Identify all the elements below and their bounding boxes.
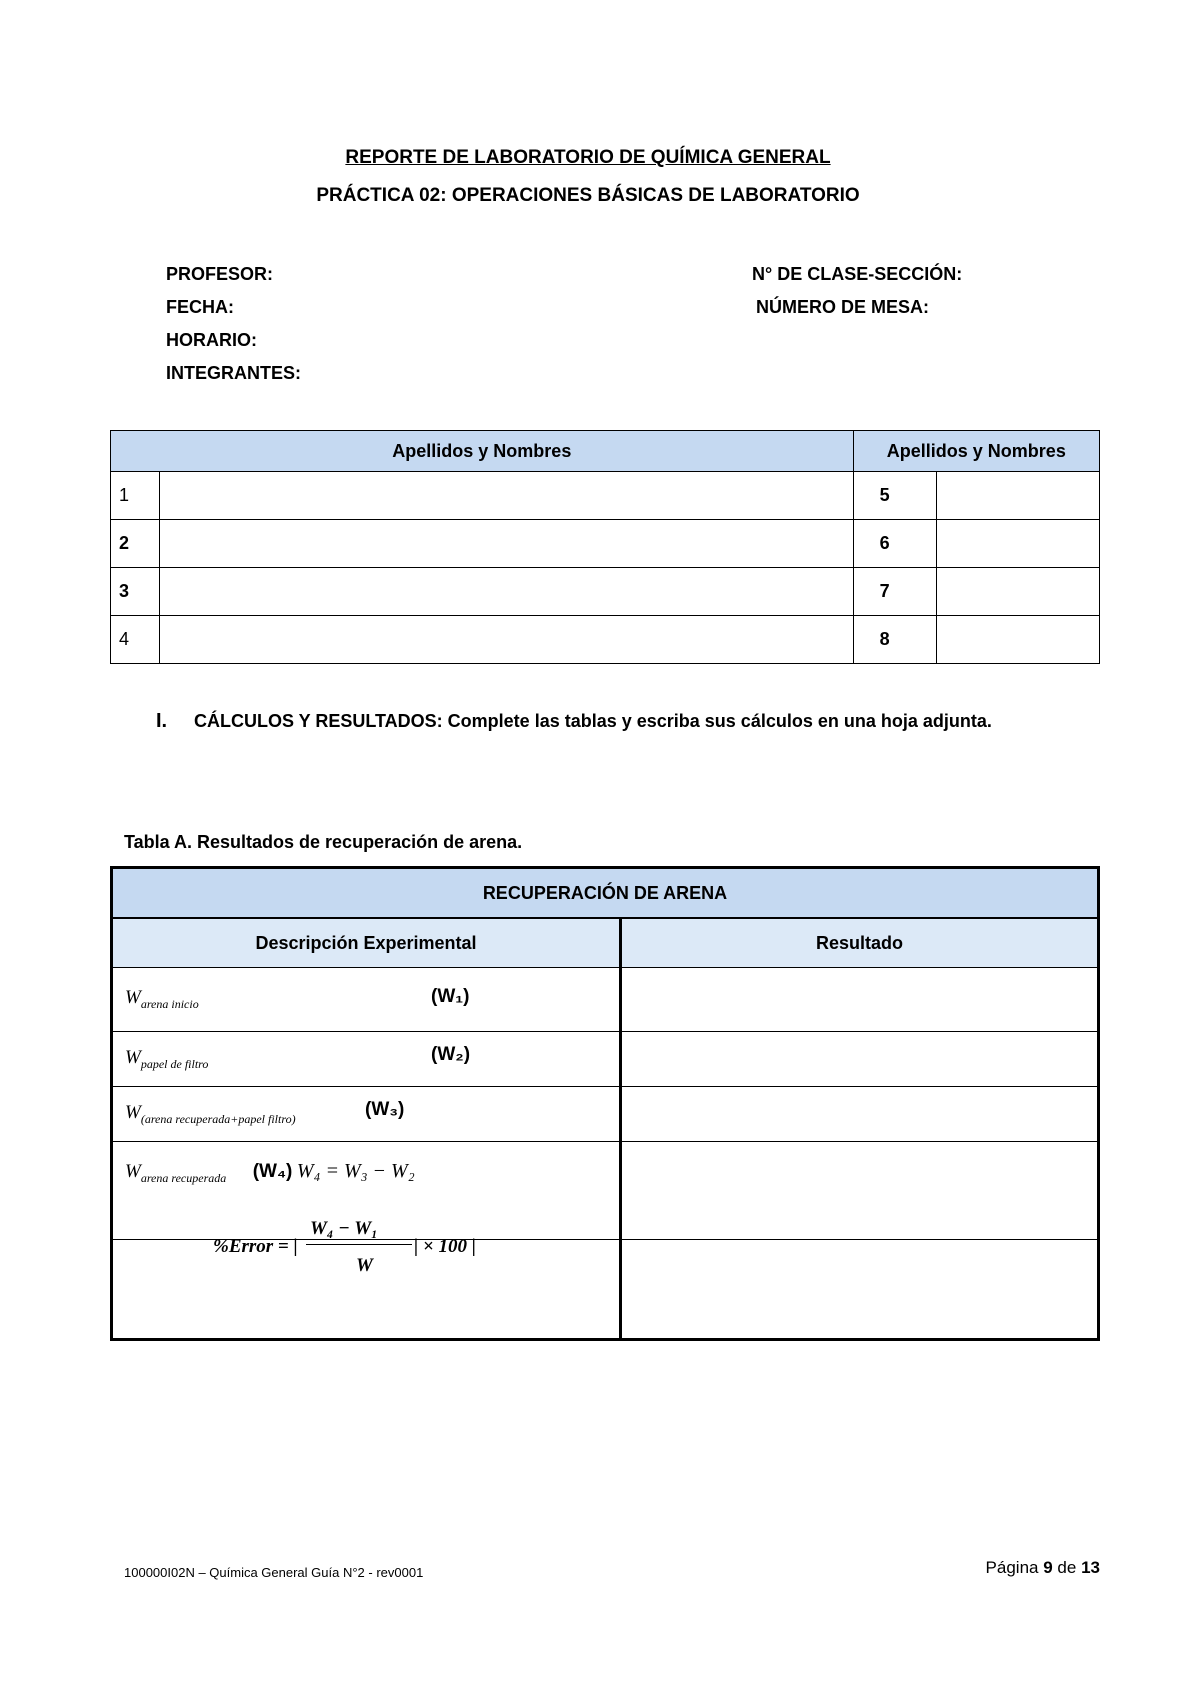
table-row: [112, 968, 1099, 1032]
member-number: 1: [111, 472, 160, 520]
weight-tag: (W₂): [431, 1044, 471, 1065]
member-name-cell[interactable]: [936, 616, 1099, 664]
error-numerator: W₄ − W₁: [310, 1218, 378, 1239]
numero-mesa-label: NÚMERO DE MESA:: [756, 297, 930, 317]
member-number: 7: [853, 568, 936, 616]
arena-table: [110, 866, 1100, 1341]
integrantes-label: INTEGRANTES:: [166, 363, 301, 383]
members-header-right: Apellidos y Nombres: [853, 431, 1099, 472]
member-number: 3: [111, 568, 160, 616]
result-cell[interactable]: [621, 1032, 1099, 1087]
footer-doc-code: 100000I02N – Química General Guía N°2 - rev0001: [124, 1565, 424, 1580]
table-row: [112, 1032, 1099, 1087]
error-multiplier: | × 100 |: [414, 1236, 476, 1257]
member-name-cell[interactable]: [160, 520, 854, 568]
member-name-cell[interactable]: [160, 568, 854, 616]
table-row: [111, 520, 1100, 568]
footer-page-number: Página 9 de 13: [985, 1558, 1100, 1577]
weight-symbol: $W_{papel de filtro}$: [125, 1046, 209, 1071]
result-cell[interactable]: [621, 968, 1099, 1032]
members-table: [110, 430, 1100, 664]
description-cell: [112, 1087, 621, 1142]
weight-symbol: $W_{arena inicio}$: [125, 987, 199, 1011]
member-number: 8: [853, 616, 936, 664]
arena-table-header: RECUPERACIÓN DE ARENA: [112, 868, 1099, 919]
weight-symbol: $W_{(arena recuperada+papel filtro)}$: [125, 1101, 296, 1126]
table-caption: Tabla A. Resultados de recuperación de arena.: [124, 832, 523, 852]
table-row: [111, 568, 1100, 616]
clase-seccion-label: N° DE CLASE-SECCIÓN:: [752, 264, 963, 284]
weight-symbol: $W_{arena recuperada}$: [125, 1161, 227, 1185]
col-result-header: Resultado: [621, 918, 1099, 968]
member-name-cell[interactable]: [936, 520, 1099, 568]
member-name-cell[interactable]: [936, 568, 1099, 616]
fraction-bar: [306, 1244, 412, 1245]
member-number: 5: [853, 472, 936, 520]
weight-tag: (W₁): [431, 986, 470, 1007]
member-number: 2: [111, 520, 160, 568]
result-cell[interactable]: [621, 1087, 1099, 1142]
table-row: [112, 1087, 1099, 1142]
member-name-cell[interactable]: [936, 472, 1099, 520]
document-title: REPORTE DE LABORATORIO DE QUÍMICA GENERAL: [345, 147, 831, 168]
members-header-left: Apellidos y Nombres: [111, 431, 854, 472]
result-cell[interactable]: [621, 1240, 1099, 1340]
result-cell[interactable]: [621, 1142, 1099, 1240]
subtraction-formula: W₄ = W₃ − W₂: [296, 1160, 415, 1182]
weight-tag: (W₄): [252, 1161, 293, 1182]
section-number: I.: [156, 710, 168, 732]
member-number: 4: [111, 616, 160, 664]
error-formula-label: %Error = |: [213, 1236, 298, 1257]
col-description-header: Descripción Experimental: [112, 918, 621, 968]
error-denominator: W: [356, 1255, 373, 1276]
table-row: [111, 616, 1100, 664]
description-cell: [112, 1032, 621, 1087]
document-subtitle: PRÁCTICA 02: OPERACIONES BÁSICAS DE LABORATORIO: [316, 185, 860, 206]
section-text: CÁLCULOS Y RESULTADOS: Complete las tablas y escriba sus cálculos en una hoja adjunta.: [194, 711, 992, 731]
description-cell: [112, 968, 621, 1032]
member-name-cell[interactable]: [160, 472, 854, 520]
member-number: 6: [853, 520, 936, 568]
member-name-cell[interactable]: [160, 616, 854, 664]
horario-label: HORARIO:: [166, 330, 257, 350]
section-heading: [156, 710, 992, 733]
table-row: [111, 472, 1100, 520]
profesor-label: PROFESOR:: [166, 264, 274, 284]
weight-tag: (W₃): [365, 1099, 405, 1120]
table-row: [112, 1142, 1099, 1240]
fecha-label: FECHA:: [166, 297, 234, 317]
